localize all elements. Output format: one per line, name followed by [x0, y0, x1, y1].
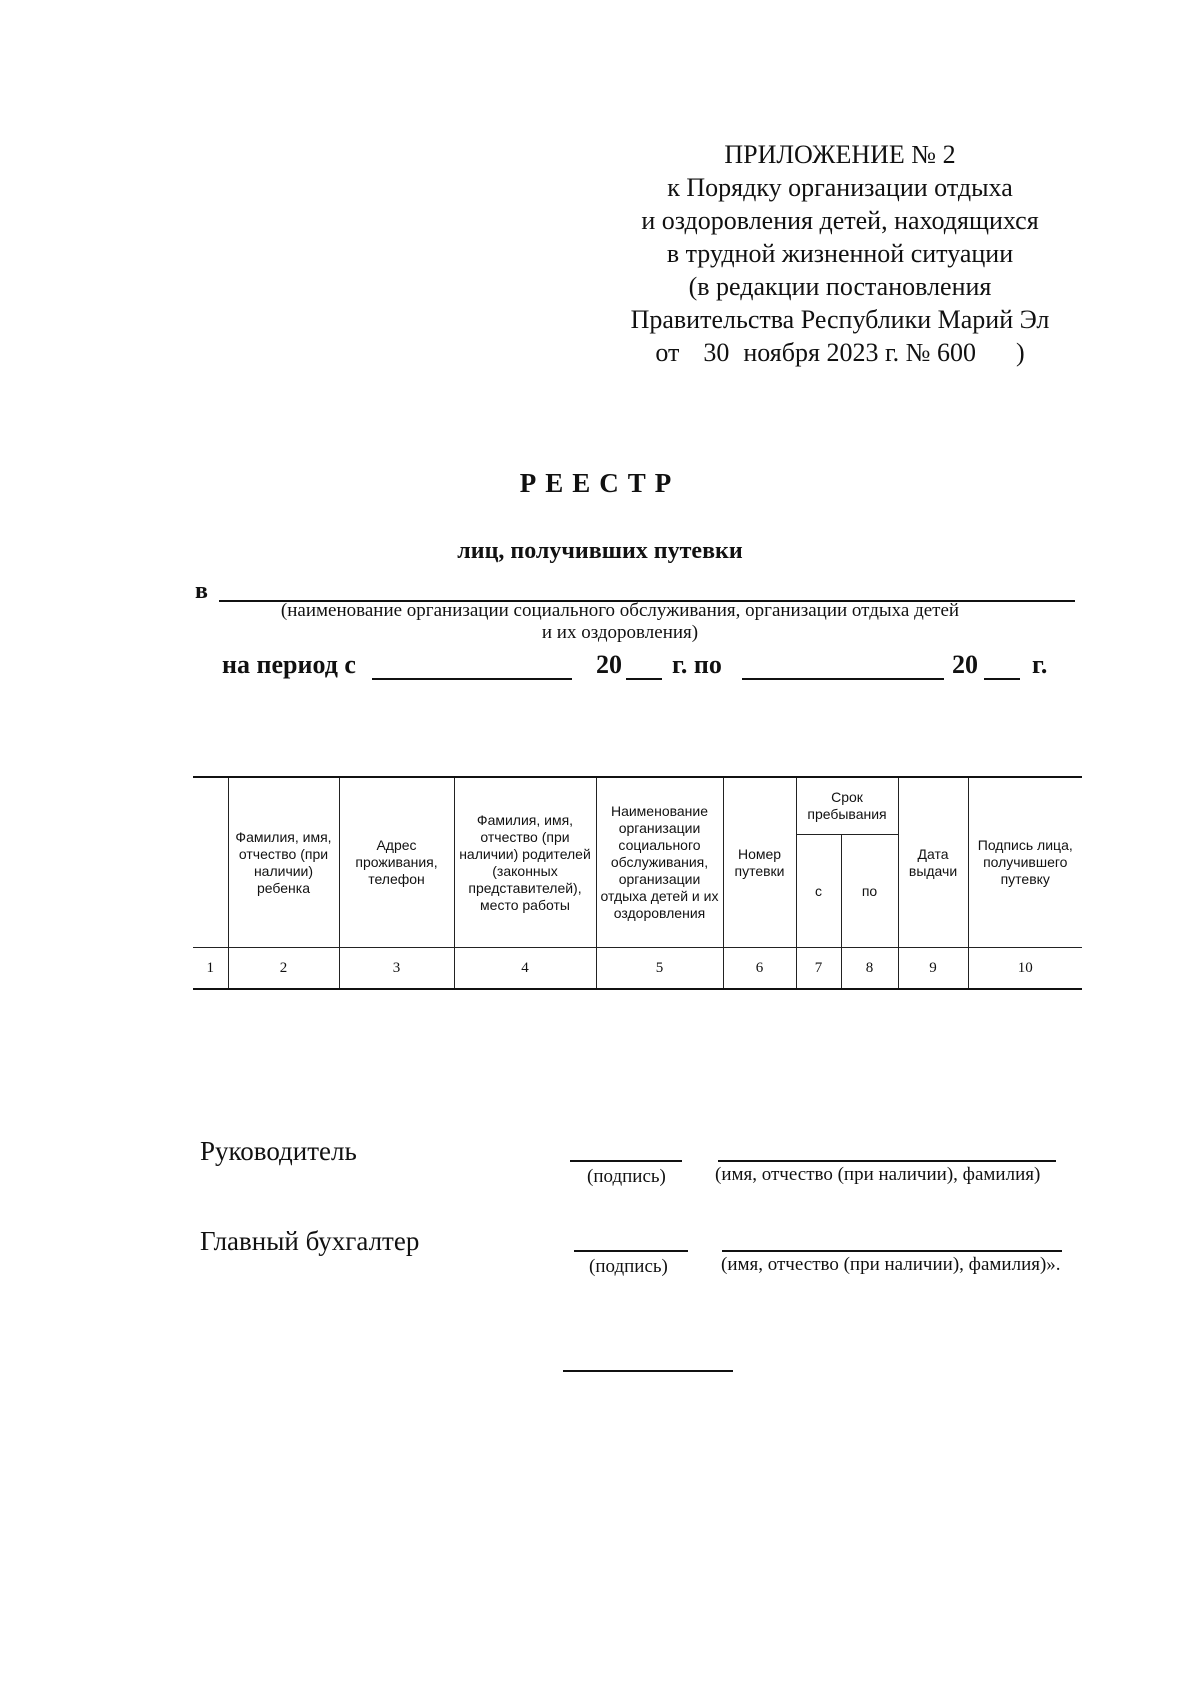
appendix-line-6: Правительства Республики Марий Эл	[630, 305, 1050, 334]
header-organization: Наименование организации социального обслуживания, организации отдыха детей и их оздоровления	[596, 777, 723, 948]
header-stay-from: с	[796, 835, 841, 948]
table-header-row	[193, 777, 1082, 835]
column-number: 7	[796, 948, 841, 990]
period-year-prefix-2: 20	[952, 650, 978, 679]
accountant-name-caption: (имя, отчество (при наличии), фамилия)».	[721, 1254, 1061, 1275]
column-number: 5	[596, 948, 723, 990]
appendix-line-2: к Порядку организации отдыха	[667, 173, 1013, 202]
header-col-1	[193, 777, 228, 948]
registry-table	[193, 776, 1082, 990]
period-to-blank	[742, 678, 944, 680]
column-number: 9	[898, 948, 968, 990]
period-to-label: г. по	[672, 650, 722, 679]
period-from-blank	[372, 678, 572, 680]
appendix-line-1: ПРИЛОЖЕНИЕ № 2	[724, 140, 956, 169]
accountant-signature-caption: (подпись)	[589, 1256, 668, 1277]
column-number: 8	[841, 948, 898, 990]
header-parents: Фамилия, имя, отчество (при наличии) родителей (законных представителей), место работы	[454, 777, 596, 948]
header-stay-to: по	[841, 835, 898, 948]
header-child-name: Фамилия, имя, отчество (при наличии) ребенка	[228, 777, 339, 948]
period-year-prefix-1: 20	[596, 650, 622, 679]
date-day: 30	[703, 338, 730, 367]
document-end-rule	[563, 1370, 733, 1372]
document-title: РЕЕСТР	[519, 468, 681, 498]
table-column-numbers-row	[193, 948, 1082, 990]
period-year-suffix: г.	[1032, 650, 1048, 679]
header-address: Адрес проживания, телефон	[339, 777, 454, 948]
resolution-date	[580, 336, 1100, 369]
appendix-line-5: (в редакции постановления	[688, 272, 992, 301]
head-name-line	[718, 1160, 1056, 1162]
header-issue-date: Дата выдачи	[898, 777, 968, 948]
column-number: 1	[193, 948, 228, 990]
column-number: 3	[339, 948, 454, 990]
organization-hint	[250, 600, 990, 644]
date-close: )	[1015, 338, 1025, 367]
column-number: 6	[723, 948, 796, 990]
appendix-block	[580, 138, 1100, 369]
head-signature-line	[570, 1160, 682, 1162]
appendix-line-4: в трудной жизненной ситуации	[666, 239, 1014, 268]
accountant-role-label: Главный бухгалтер	[200, 1226, 420, 1256]
head-name-caption: (имя, отчество (при наличии), фамилия)	[715, 1164, 1041, 1185]
column-number: 10	[968, 948, 1082, 990]
period-year-blank-1	[626, 678, 662, 680]
period-from-label: на период с	[222, 650, 356, 679]
organization-hint-line-1: (наименование организации социального обслуживания, организации отдыха детей	[280, 600, 960, 621]
organization-hint-line-2: и их оздоровления)	[541, 622, 699, 643]
header-stay-period: Срок пребывания	[796, 777, 898, 835]
column-number: 2	[228, 948, 339, 990]
organization-prefix: в	[195, 578, 208, 604]
accountant-name-line	[722, 1250, 1062, 1252]
column-number: 4	[454, 948, 596, 990]
date-prefix: от	[655, 338, 680, 367]
accountant-signature-line	[574, 1250, 688, 1252]
header-recipient-signature: Подпись лица, получившего путевку	[968, 777, 1082, 948]
date-rest: ноября 2023 г. № 600	[743, 338, 976, 367]
head-signature-caption: (подпись)	[587, 1166, 666, 1187]
appendix-line-3: и оздоровления детей, находящихся	[641, 206, 1039, 235]
document-subtitle: лиц, получивших путевки	[457, 538, 743, 564]
period-year-blank-2	[984, 678, 1020, 680]
head-role-label: Руководитель	[200, 1136, 357, 1166]
period-row	[222, 650, 1062, 684]
header-voucher-number: Номер путевки	[723, 777, 796, 948]
